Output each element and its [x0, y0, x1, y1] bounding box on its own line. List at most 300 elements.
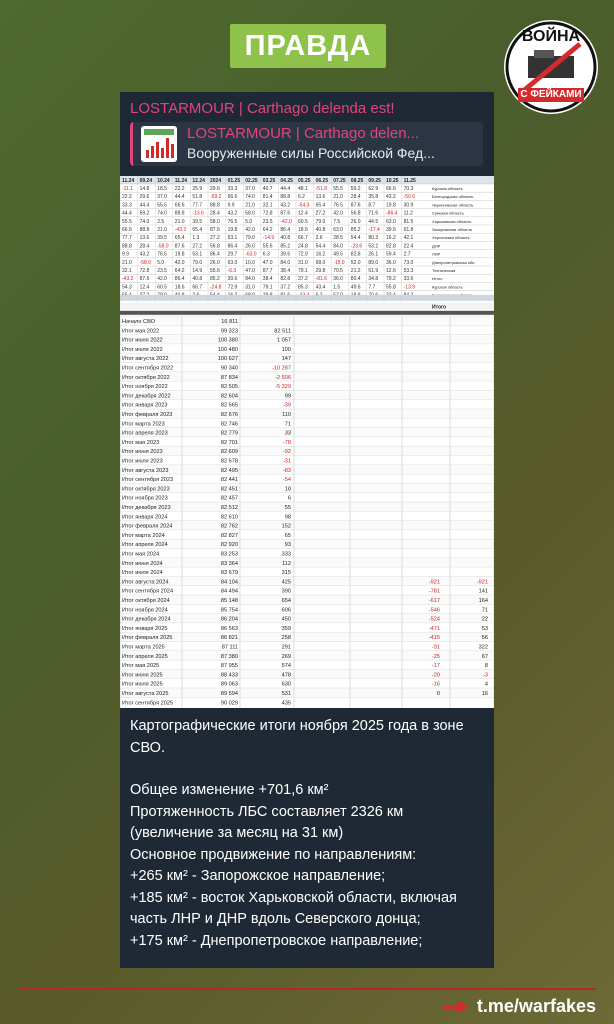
cell-value: -11.1 — [122, 186, 134, 192]
cell-value: 13.6 — [315, 194, 326, 201]
cell-value: 85.2 — [280, 243, 291, 250]
cell-value: 23.5 — [262, 218, 273, 225]
region-label: Запорожская область — [432, 227, 473, 232]
reply-channel-name: LOSTARMOUR | Carthago delen... — [187, 125, 420, 142]
column-header: 2024 — [210, 178, 222, 184]
table-row — [120, 521, 494, 530]
cumulative-value: 82 565 — [220, 402, 238, 409]
cell-value: 55.6 — [210, 268, 220, 274]
extra-value: -20 — [431, 672, 440, 679]
cell-value: 63.0 — [227, 259, 238, 266]
monthly-change: 110 — [282, 412, 291, 418]
row-label: Итог июля 2022 — [122, 346, 163, 353]
reply-thumbnail — [141, 126, 177, 162]
cell-value: 26.1 — [368, 251, 379, 258]
cell-value: 28.4 — [350, 194, 361, 201]
pravda-badge — [230, 24, 386, 68]
column-header: 06.25 — [315, 178, 329, 184]
table-row — [120, 483, 494, 492]
cell-value: 21.2 — [350, 268, 361, 274]
cell-value: 54.4 — [315, 243, 326, 250]
row-label: Итог октября 2024 — [122, 598, 170, 604]
cell-value: 53.2 — [368, 243, 379, 250]
cell-value: 86.4 — [174, 276, 185, 283]
cumulative-value: 82 451 — [220, 486, 238, 493]
cell-value: 36.0 — [333, 276, 343, 283]
monthly-change: 606 — [281, 607, 291, 614]
extra-value: 322 — [478, 644, 488, 651]
cumulative-value: 82 920 — [220, 542, 238, 549]
row-label: Итог мая 2024 — [122, 551, 160, 558]
cumulative-value: 82 827 — [220, 532, 238, 539]
cell-value: 54.3 — [122, 284, 132, 291]
row-label: Итог октября 2022 — [122, 374, 170, 381]
cell-value: 86.4 — [210, 251, 220, 258]
monthly-change: -10 287 — [272, 365, 291, 372]
cell-value: 63.0 — [333, 227, 343, 233]
row-label: Итог апреля 2025 — [122, 653, 168, 660]
post-text-line: Общее изменение +701,6 км² — [130, 782, 329, 798]
cell-value: 2.7 — [403, 251, 411, 258]
cumulative-value: 85 148 — [220, 598, 238, 604]
region-label: Техническая — [432, 268, 456, 273]
cell-value: -13.9 — [403, 284, 416, 291]
cell-value: 38.4 — [262, 276, 273, 283]
cell-value: 36.0 — [386, 259, 396, 266]
cell-value: 24.8 — [298, 243, 308, 250]
cell-value: 21.0 — [333, 194, 343, 201]
monthly-change: 654 — [281, 598, 291, 604]
cell-value: 29.6 — [139, 194, 150, 201]
row-label: Итог июля 2025 — [122, 681, 163, 688]
table-row — [120, 390, 494, 399]
monthly-change: 630 — [281, 681, 291, 688]
cumulative-value: 82 762 — [220, 523, 238, 530]
cumulative-value: 99 323 — [220, 328, 238, 335]
extra-value: -17 — [431, 663, 440, 670]
cumulative-value: 82 505 — [220, 384, 238, 391]
row-label: Итог июня 2022 — [122, 337, 163, 344]
cumulative-value: 82 512 — [220, 505, 238, 511]
cell-value: 13.6 — [139, 235, 150, 242]
region-label: Сумская область — [432, 210, 464, 216]
cell-value: 68.0 — [315, 259, 326, 266]
cell-value: 65.4 — [315, 202, 326, 209]
extra-value: -3 — [483, 672, 488, 679]
cell-value: 59.2 — [350, 186, 361, 192]
cell-value: 29.6 — [210, 186, 220, 192]
extra-value: 67 — [481, 653, 488, 660]
cell-value: 43.2 — [280, 202, 291, 209]
extra-value: -471 — [428, 625, 440, 632]
region-label: ЛНР — [432, 251, 441, 257]
cumulative-value: 86 204 — [220, 616, 238, 623]
cell-value: 65.4 — [192, 227, 203, 233]
cell-value: -15.0 — [333, 259, 345, 266]
cell-value: 53.1 — [192, 251, 203, 258]
cell-value: 30.9 — [403, 202, 414, 209]
cell-value: 12.6 — [386, 268, 396, 274]
cumulative-value: 89 063 — [220, 681, 238, 688]
region-label: Днепропетровская обл. — [432, 259, 476, 265]
extra-value: 22 — [481, 616, 488, 623]
cell-value: 87.6 — [350, 202, 361, 209]
cumulative-value: 82 746 — [220, 421, 238, 428]
extra-value: 4 — [484, 681, 488, 688]
cell-value: 40.8 — [280, 235, 291, 242]
cell-value: 88.8 — [139, 227, 150, 233]
cell-value: 76.5 — [227, 218, 238, 225]
voina-s-feikami-logo — [504, 20, 598, 114]
cell-value: 44.4 — [174, 194, 185, 201]
cell-value: 2.5 — [157, 218, 165, 225]
table-row — [120, 428, 494, 437]
cell-value: 12.4 — [298, 210, 308, 217]
monthly-change: 315 — [281, 570, 291, 577]
monthly-change: -31 — [282, 458, 291, 465]
cumulative-value: 83 679 — [220, 570, 238, 577]
cumulative-value: 82 676 — [220, 412, 238, 418]
cell-value: 87.6 — [210, 227, 220, 233]
cell-value: 28.4 — [139, 243, 150, 250]
post-channel-name[interactable]: LOSTARMOUR | Carthago delenda est! — [130, 100, 395, 117]
cell-value: 9.9 — [122, 251, 129, 258]
row-label: Итог марта 2024 — [122, 532, 165, 539]
region-label: Черниговская область — [432, 202, 474, 208]
spreadsheet-image[interactable] — [120, 176, 494, 708]
column-header: 04.25 — [280, 178, 293, 184]
cumulative-value: 82 495 — [220, 467, 238, 474]
row-label: Итог сентября 2023 — [122, 477, 174, 484]
cell-value: -58.0 — [157, 243, 169, 250]
cell-value: 7.7 — [368, 284, 376, 291]
row-label: Итог сентября 2024 — [122, 588, 174, 595]
cell-value: 66.6 — [122, 227, 132, 233]
cell-value: 85.2 — [210, 276, 220, 283]
cell-value: 70.5 — [333, 268, 343, 274]
table-row — [120, 335, 494, 344]
row-label: Итог мая 2025 — [122, 663, 160, 670]
cell-value: 42.0 — [245, 227, 255, 233]
cumulative-value: 82 779 — [220, 430, 238, 437]
column-header: 09.25 — [368, 178, 381, 184]
cell-value: 33.3 — [122, 202, 132, 209]
cell-value: 27.2 — [315, 210, 326, 217]
cell-value: 55.5 — [157, 202, 167, 209]
cell-value: 71.6 — [368, 210, 379, 217]
cumulative-value: 100 380 — [217, 337, 238, 344]
cumulative-value: 87 955 — [220, 663, 238, 670]
cell-value: 44.4 — [280, 186, 291, 192]
extra-value: -617 — [428, 598, 440, 604]
cell-value: 87.6 — [280, 210, 291, 217]
monthly-change: -83 — [282, 467, 291, 474]
cell-value: 76.5 — [157, 251, 167, 258]
cell-value: 39.5 — [157, 235, 167, 242]
cell-value: 66.6 — [174, 202, 185, 209]
warfakes-link[interactable] — [443, 996, 596, 1017]
monthly-change: 390 — [281, 588, 291, 595]
post-text-line: Картографические итоги ноября 2025 года в зоне СВО. — [130, 718, 464, 756]
row-label: Итог мая 2023 — [122, 439, 160, 446]
cumulative-value: 84 104 — [220, 579, 238, 586]
cell-value: 40.8 — [192, 276, 203, 283]
region-label: Харьковская область — [432, 218, 472, 224]
cell-value: 44.5 — [368, 218, 379, 225]
cell-value: 55.8 — [386, 284, 396, 291]
monthly-change: 258 — [281, 635, 291, 642]
region-label: ДНР — [432, 243, 441, 249]
cell-value: 82.8 — [386, 243, 396, 250]
monthly-change: 55 — [284, 505, 291, 511]
cell-value: 32.1 — [122, 268, 132, 274]
cumulative-value: 90 340 — [220, 365, 238, 372]
cell-value: 59.2 — [139, 210, 150, 217]
cumulative-value: 82 610 — [220, 514, 238, 521]
cell-value: 21.0 — [122, 259, 132, 266]
footer-divider — [20, 988, 596, 990]
cell-value: 61.8 — [403, 227, 414, 233]
row-label: Итог ноября 2024 — [122, 607, 168, 614]
cell-value: 28.5 — [333, 235, 343, 242]
cell-value: 80.4 — [350, 276, 361, 283]
extra-value: 71 — [481, 607, 488, 614]
cell-value: -81.6 — [315, 276, 328, 283]
cell-value: -54.3 — [298, 202, 310, 209]
cell-value: 26.0 — [245, 243, 255, 250]
cell-value: 79.0 — [245, 235, 255, 242]
row-label: Итог апреля 2023 — [122, 430, 168, 437]
monthly-change: 33 — [284, 430, 291, 437]
cell-value: 6.3 — [262, 251, 270, 258]
cell-value: 47.0 — [262, 259, 273, 266]
row-label: Итог января 2024 — [122, 514, 168, 521]
cumulative-value: 88 433 — [220, 672, 238, 679]
post-text-line: Основное продвижение по направлениям: — [130, 846, 417, 863]
cell-value: 34.8 — [368, 276, 379, 283]
cell-value: 42.0 — [174, 259, 185, 266]
cumulative-value: 82 457 — [220, 495, 238, 502]
monthly-change: 291 — [281, 644, 291, 651]
monthly-change: -5 329 — [275, 384, 291, 391]
post-text-line: Протяженность ЛБС составляет 2326 км (увеличение за месяц на 31 км) — [130, 803, 404, 841]
cell-value: -6.3 — [227, 268, 237, 274]
cell-value: -50.6 — [403, 194, 416, 201]
cell-value: 59.4 — [386, 251, 396, 258]
cell-value: 44.4 — [122, 210, 132, 217]
cell-value: 11.2 — [403, 210, 413, 217]
cell-value: 82.8 — [350, 251, 361, 258]
cell-value: 33.6 — [403, 276, 414, 283]
extra-value: 0 — [436, 691, 440, 697]
column-header: 05.25 — [298, 178, 311, 184]
cell-value: 22.4 — [403, 243, 414, 250]
row-label: Итог января 2023 — [122, 402, 168, 409]
table-row — [120, 539, 494, 548]
cell-value: 74.0 — [245, 194, 255, 201]
row-label: Итог августа 2022 — [122, 356, 169, 363]
cell-value: 47.0 — [245, 268, 255, 274]
row-label: Итог марта 2023 — [122, 421, 165, 428]
summary-band — [120, 295, 494, 301]
cell-value: 86.4 — [227, 243, 238, 250]
cell-value: 5.0 — [157, 259, 165, 266]
cumulative-value: 86 821 — [220, 635, 238, 642]
extra-value: -921 — [476, 579, 488, 586]
cell-value: 42.0 — [333, 210, 343, 217]
monthly-change: 112 — [282, 560, 291, 567]
post-body — [130, 716, 484, 952]
cell-value: 44.4 — [139, 202, 150, 209]
cell-value: 40.7 — [262, 186, 273, 192]
cell-value: 29.8 — [315, 268, 326, 274]
cell-value: 81.4 — [262, 194, 273, 201]
cell-value: 5.0 — [245, 218, 253, 225]
cell-value: 29.7 — [227, 251, 238, 258]
cumulative-value: 82 441 — [220, 477, 238, 484]
paragraph-gap — [130, 759, 484, 780]
cell-value: 76.5 — [333, 202, 343, 209]
monthly-change: -54 — [282, 477, 291, 484]
cell-value: 84.0 — [245, 276, 255, 283]
cumulative-value: 16 811 — [221, 319, 238, 325]
monthly-change: 531 — [281, 691, 291, 697]
monthly-change: 450 — [281, 616, 291, 623]
cell-value: 61.9 — [368, 268, 379, 274]
cell-value: 37.2 — [280, 284, 291, 291]
spreadsheet — [120, 176, 494, 708]
cell-value: 60.5 — [298, 218, 308, 225]
cell-value: 63.0 — [386, 218, 396, 225]
column-header: 09.24 — [139, 178, 153, 184]
cell-value: 33.3 — [227, 186, 238, 192]
section-divider — [120, 311, 494, 315]
region-label: Курская область — [432, 284, 463, 290]
cell-value: 39.5 — [192, 218, 203, 225]
cell-value: 64.2 — [262, 227, 273, 233]
monthly-change: 65 — [284, 532, 291, 539]
monthly-change: 99 — [284, 393, 291, 400]
row-label: Начало СВО — [122, 319, 155, 325]
reply-preview-text: Вооруженные силы Российской Фед... — [187, 145, 435, 161]
cumulative-value: 89 594 — [220, 691, 238, 697]
row-label: Итог ноября 2023 — [122, 495, 168, 502]
cumulative-value: 100 480 — [217, 346, 238, 353]
cell-value: 6.2 — [298, 194, 305, 201]
monthly-change: 435 — [281, 700, 291, 707]
cell-value: 66.6 — [227, 194, 238, 201]
row-label: Итог апреля 2024 — [122, 542, 168, 549]
cell-value: 66.7 — [192, 284, 203, 291]
cumulative-value: 82 609 — [220, 449, 238, 456]
cell-value: 72.8 — [139, 268, 150, 274]
cell-value: 87.7 — [262, 268, 273, 274]
monthly-change: 333 — [281, 551, 291, 558]
row-label: Итог июня 2025 — [122, 672, 163, 679]
cell-value: -58.0 — [139, 259, 152, 266]
row-label: Итог февраля 2023 — [122, 412, 173, 418]
cell-value: 39.6 — [280, 251, 291, 258]
cell-value: 37.2 — [298, 276, 308, 283]
column-header: 11.25 — [403, 178, 416, 184]
cell-value: 22.2 — [122, 194, 132, 201]
cumulative-value: 87 380 — [220, 653, 238, 660]
cell-value: 18.5 — [157, 186, 167, 192]
cell-value: 80.3 — [368, 235, 379, 242]
cumulative-value: 83 364 — [220, 560, 238, 567]
cell-value: 74.0 — [157, 210, 167, 217]
cell-value: 77.7 — [122, 235, 132, 242]
cell-value: -59.2 — [210, 194, 222, 201]
cell-value: 85.3 — [298, 284, 308, 291]
cell-value: 19.8 — [227, 227, 238, 233]
cell-value: 19.8 — [386, 202, 396, 209]
extra-value: 53 — [481, 625, 488, 632]
cell-value: 18.6 — [174, 284, 185, 291]
cell-value: 26.0 — [210, 259, 220, 266]
cumulative-value: 100 627 — [217, 356, 238, 363]
column-header: 01.25 — [227, 178, 241, 184]
cell-value: 79.1 — [298, 268, 308, 274]
cumulative-value: 82 604 — [220, 393, 238, 400]
link-text[interactable]: t.me/warfakes — [476, 996, 596, 1016]
cell-value: 72.8 — [262, 210, 273, 217]
cell-value: 89.0 — [368, 259, 379, 266]
column-header: 12.24 — [192, 178, 205, 184]
post-text-line: +175 км² - Днепропетровское направление; — [130, 932, 423, 949]
extra-value: 141 — [478, 588, 488, 595]
cell-value: 31.0 — [245, 284, 255, 291]
cell-value: 73.0 — [403, 259, 414, 266]
cell-value: 88.8 — [174, 210, 185, 217]
cell-value: 55.5 — [122, 218, 132, 225]
cell-value: 58.0 — [245, 210, 255, 217]
total-label: Итого — [432, 304, 447, 311]
extra-value: -546 — [428, 607, 440, 614]
cell-value: 79.0 — [315, 218, 326, 225]
cumulative-value: 84 494 — [220, 588, 238, 595]
cell-value: -42.0 — [280, 218, 292, 225]
cell-value: 43.2 — [386, 194, 396, 201]
monthly-change: 98 — [284, 514, 291, 521]
row-label: Итог июня 2024 — [122, 560, 163, 567]
cell-value: 2.6 — [315, 235, 323, 242]
column-header: 11.24 — [174, 178, 188, 184]
cell-value: 72.9 — [298, 251, 308, 258]
cell-value: 25.9 — [192, 186, 203, 192]
table-row — [120, 446, 494, 455]
forwarded-reply[interactable] — [130, 122, 483, 166]
cell-value: 48.1 — [298, 186, 308, 192]
telegram-post — [120, 92, 494, 968]
cell-value: 87.6 — [174, 243, 185, 250]
cell-value: 86.4 — [280, 227, 291, 233]
cell-value: 53.3 — [403, 268, 414, 274]
cell-value: 43.2 — [227, 210, 238, 217]
row-label: Итог июня 2023 — [122, 449, 163, 456]
cell-value: 82.8 — [280, 276, 291, 283]
row-label: Итог декабря 2023 — [122, 505, 171, 511]
extra-value: 8 — [484, 663, 488, 670]
table-row — [120, 558, 494, 567]
cell-value: -63.0 — [245, 251, 257, 258]
column-header: 08.25 — [350, 178, 364, 184]
cell-value: 64.2 — [174, 268, 185, 274]
table-row — [120, 502, 494, 511]
column-header: 11.24 — [122, 178, 135, 184]
cell-value: 35.8 — [368, 194, 379, 201]
logo-strip: С ФЕЙКАМИ — [518, 88, 584, 102]
